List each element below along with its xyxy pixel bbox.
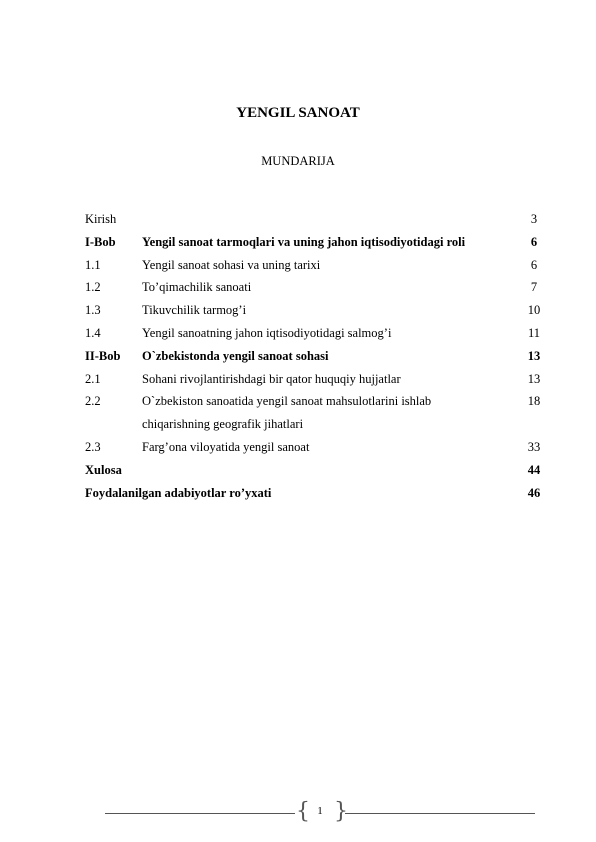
toc-entry-page: 3 [530, 212, 538, 226]
toc-row-xulosa [85, 459, 545, 482]
toc-entry-title: Tikuvchilik tarmog’i [142, 303, 247, 318]
toc-entry-page: 6 [530, 257, 538, 272]
toc-entry-title-continuation: chiqarishning geografik jihatlari [142, 417, 304, 432]
toc-row-2-2 [85, 390, 545, 436]
toc-row-kirish [85, 208, 545, 231]
toc-row-2-3 [85, 436, 545, 459]
toc-entry-number: 1.1 [85, 257, 101, 272]
toc-entry-title: To’qimachilik sanoati [142, 280, 252, 295]
toc-entry-number: 2.2 [85, 394, 101, 409]
toc-row-1-1 [85, 254, 545, 277]
toc-entry-number: I-Bob [85, 234, 116, 249]
toc-entry-page: 10 [527, 303, 541, 318]
toc-entry-number: 1.3 [85, 303, 101, 318]
toc-entry-title: O`zbekistonda yengil sanoat sohasi [142, 348, 329, 363]
toc-entry-page: 13 [527, 348, 541, 363]
toc-entry-number: Foydalanilgan adabiyotlar ro’yxati [85, 485, 272, 500]
toc-entry-page: 33 [527, 439, 541, 454]
right-brace-icon: } [334, 799, 348, 824]
toc-row-bibliography [85, 482, 545, 505]
toc-row-chapter-1 [85, 231, 545, 254]
toc-entry-page: 44 [527, 462, 541, 477]
toc-entry-title: Sohani rivojlantirishdagi bir qator huquqiy hujjatlar [142, 371, 401, 386]
toc-entry-page: 7 [530, 280, 538, 295]
toc-entry-title: Farg’ona viloyatida yengil sanoat [142, 439, 310, 454]
toc-entry-number: Kirish [85, 212, 117, 226]
toc-entry-number: II-Bob [85, 348, 121, 363]
toc-row-chapter-2 [85, 345, 545, 368]
toc-entry-number: 2.1 [85, 371, 101, 386]
toc-entry-number: Xulosa [85, 462, 122, 477]
toc-entry-number: 2.3 [85, 439, 101, 454]
toc-row-1-4 [85, 322, 545, 345]
toc-entry-page: 18 [527, 394, 541, 409]
toc-entry-page: 46 [527, 485, 541, 500]
toc-row-1-3 [85, 299, 545, 322]
toc-entry-number: 1.2 [85, 280, 101, 295]
toc-entry-title: Yengil sanoatning jahon iqtisodiyotidagi salmog’i [142, 325, 392, 340]
page-number: 1 [317, 805, 323, 817]
footer-rule-right [345, 813, 535, 814]
toc-entry-page: 13 [527, 371, 541, 386]
table-of-contents [85, 208, 545, 504]
toc-entry-number: 1.4 [85, 325, 101, 340]
page-footer [0, 799, 596, 826]
toc-entry-title: Yengil sanoat sohasi va uning tarixi [142, 257, 321, 272]
toc-row-2-1 [85, 368, 545, 391]
toc-heading: MUNDARIJA [261, 154, 335, 168]
toc-row-1-2 [85, 276, 545, 299]
left-brace-icon: { [296, 799, 310, 824]
document-title: YENGIL SANOAT [236, 105, 360, 121]
toc-entry-title: Yengil sanoat tarmoqlari va uning jahon iqtisodiyotidagi roli [142, 234, 466, 249]
toc-entry-page: 11 [527, 325, 541, 340]
toc-entry-title: O`zbekiston sanoatida yengil sanoat mahsulotlarini ishlab [142, 394, 432, 409]
footer-rule-left [105, 813, 295, 814]
toc-entry-page: 6 [530, 234, 538, 249]
